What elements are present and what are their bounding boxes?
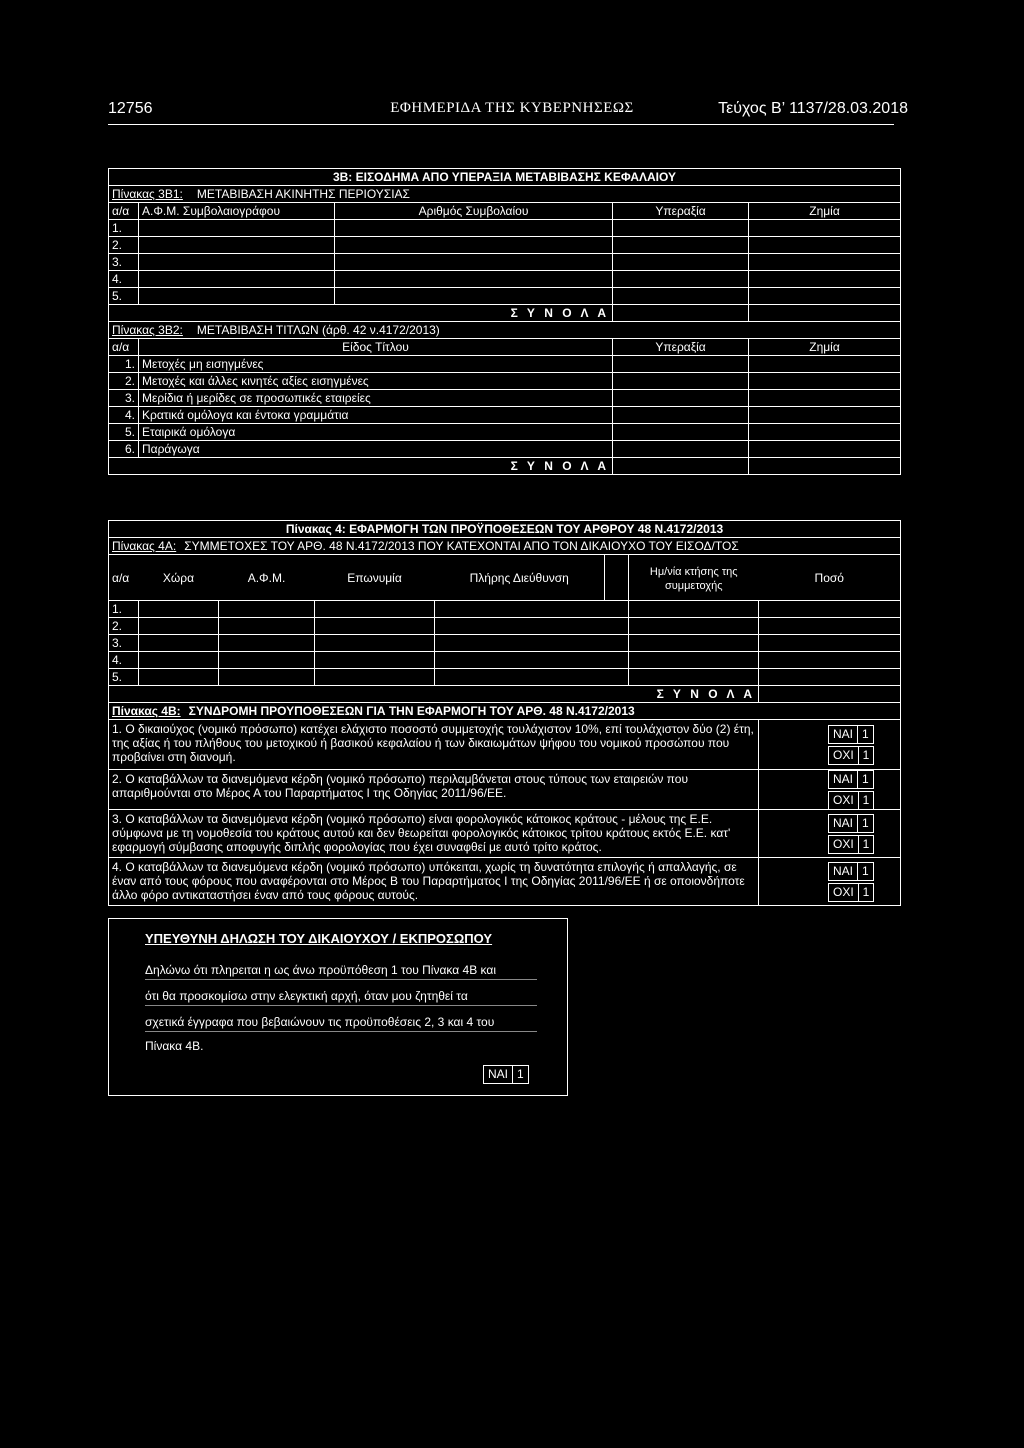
table-row	[109, 424, 901, 441]
input-cell[interactable]	[749, 390, 901, 407]
input-cell[interactable]	[613, 288, 749, 305]
input-cell[interactable]	[613, 424, 749, 441]
condition-4-text: 4. Ο καταβάλλων τα διανεμόμενα κέρδη (νομικό πρόσωπο) υπόκειται, χωρίς τη δυνατότητα επιλογής ή απαλλαγής, σε έναν από τους φόρους που αναφέρονται στο Μέρος Β του Παραρτήματος Ι της Οδηγίας 2011/96/ΕΕ ή σε οποιονδήποτε άλλο φόρο αντικαταστήσει έναν από τους φόρους αυτούς.	[109, 858, 759, 906]
table-row	[109, 220, 901, 237]
input-cell[interactable]	[629, 652, 759, 669]
table-row	[109, 601, 901, 618]
col-afm-notary: Α.Φ.Μ. Συμβολαιογράφου	[139, 203, 335, 220]
col-loss: Ζημία	[749, 203, 901, 220]
yes-code: 1	[513, 1066, 529, 1084]
col-aa: α/α	[109, 555, 139, 601]
yes-label: ΝΑΙ	[829, 770, 858, 788]
no-code: 1	[858, 835, 874, 853]
declaration-box	[108, 918, 568, 1096]
row-number: 6.	[109, 441, 139, 458]
row-number: 5.	[109, 424, 139, 441]
table-row	[109, 254, 901, 271]
condition-2-text: 2. Ο καταβάλλων τα διανεμόμενα κέρδη (νομικό πρόσωπο) περιλαμβάνεται στους τύπους των εταιρειών που απαριθμούνται στο Μέρος Α του Παραρτήματος Ι της Οδηγίας 2011/96/ΕΕ.	[109, 770, 759, 810]
input-cell[interactable]	[315, 618, 435, 635]
section-3b-title: 3Β: ΕΙΣΟΔΗΜΑ ΑΠΟ ΥΠΕΡΑΞΙΑ ΜΕΤΑΒΙΒΑΣΗΣ ΚΕΦΑΛΑΙΟΥ	[109, 169, 901, 186]
input-cell[interactable]	[139, 635, 219, 652]
yes-label: ΝΑΙ	[829, 725, 858, 743]
col-capital-gain: Υπεραξία	[613, 339, 749, 356]
table-4b-heading	[109, 703, 901, 720]
input-cell[interactable]	[139, 618, 219, 635]
declaration-yes-box[interactable]	[483, 1065, 529, 1084]
table-row	[109, 669, 901, 686]
input-cell[interactable]	[435, 652, 629, 669]
header-rule	[108, 124, 894, 125]
input-cell[interactable]	[759, 635, 901, 652]
input-cell[interactable]	[749, 271, 901, 288]
table-4b-title: ΣΥΝΔΡΟΜΗ ΠΡΟΥΠΟΘΕΣΕΩΝ ΓΙΑ ΤΗΝ ΕΦΑΡΜΟΓΗ ΤΟΥ ΑΡΘ. 48 Ν.4172/2013	[188, 704, 635, 718]
totals-label: Σ Υ Ν Ο Λ Α	[109, 458, 613, 475]
table-4a-heading	[109, 538, 901, 555]
table-row	[109, 390, 901, 407]
table-row	[109, 635, 901, 652]
input-cell[interactable]	[139, 601, 219, 618]
declaration-line-2: ότι θα προσκομίσω στην ελεγκτική αρχή, όταν μου ζητηθεί τα	[145, 989, 537, 1006]
total-capital-gain[interactable]	[613, 305, 749, 322]
input-cell[interactable]	[629, 669, 759, 686]
input-cell[interactable]	[749, 254, 901, 271]
no-label: ΟΧΙ	[829, 746, 859, 764]
input-cell[interactable]	[435, 669, 629, 686]
input-cell[interactable]	[219, 652, 315, 669]
table-row	[109, 237, 901, 254]
row-number: 1.	[109, 220, 139, 237]
condition-4-yes-box[interactable]	[828, 862, 874, 881]
input-cell[interactable]	[613, 271, 749, 288]
row-number: 4.	[109, 652, 139, 669]
yes-label: ΝΑΙ	[829, 814, 858, 832]
yes-code: 1	[858, 862, 874, 880]
table-row	[109, 618, 901, 635]
input-cell[interactable]	[613, 237, 749, 254]
no-label: ΟΧΙ	[829, 883, 859, 901]
input-cell[interactable]	[759, 652, 901, 669]
table-row	[109, 373, 901, 390]
total-amount[interactable]	[759, 686, 901, 703]
table-4a-label: Πίνακας 4Α:	[112, 539, 177, 553]
no-code: 1	[858, 791, 874, 809]
input-cell[interactable]	[749, 407, 901, 424]
table-3b1-heading	[109, 186, 901, 203]
col-afm: Α.Φ.Μ.	[219, 555, 315, 601]
title-type-label: Μερίδια ή μερίδες σε προσωπικές εταιρείες	[139, 390, 613, 407]
row-number: 3.	[109, 635, 139, 652]
condition-2-no-box[interactable]	[828, 791, 874, 810]
row-number: 2.	[109, 373, 139, 390]
row-number: 5.	[109, 669, 139, 686]
input-cell[interactable]	[315, 601, 435, 618]
condition-3-yes-box[interactable]	[828, 814, 874, 833]
row-number: 1.	[109, 356, 139, 373]
input-cell[interactable]	[613, 390, 749, 407]
row-number: 3.	[109, 390, 139, 407]
col-country: Χώρα	[139, 555, 219, 601]
table-4-title: Πίνακας 4: ΕΦΑΡΜΟΓΗ ΤΩΝ ΠΡΟΫΠΟΘΕΣΕΩΝ ΤΟΥ ΑΡΘΡΟΥ 48 Ν.4172/2013	[109, 521, 901, 538]
condition-1-no-box[interactable]	[828, 746, 874, 765]
input-cell[interactable]	[139, 652, 219, 669]
totals-label: Σ Υ Ν Ο Λ Α	[109, 686, 759, 703]
col-amount: Ποσό	[759, 555, 901, 601]
title-type-label: Παράγωγα	[139, 441, 613, 458]
input-cell[interactable]	[219, 618, 315, 635]
total-loss[interactable]	[749, 458, 901, 475]
table-3b2-title: ΜΕΤΑΒΙΒΑΣΗ ΤΙΤΛΩΝ (άρθ. 42 ν.4172/2013)	[196, 323, 440, 337]
input-cell[interactable]	[335, 271, 613, 288]
input-cell[interactable]	[613, 254, 749, 271]
input-cell[interactable]	[613, 407, 749, 424]
input-cell[interactable]	[759, 601, 901, 618]
input-cell[interactable]	[613, 441, 749, 458]
col-full-address: Πλήρης Διεύθυνση	[435, 555, 605, 601]
declaration-line-1: Δηλώνω ότι πληρειται η ως άνω προϋπόθεση 1 του Πίνακα 4Β και	[145, 963, 537, 980]
totals-row	[109, 305, 901, 322]
col-capital-gain: Υπεραξία	[613, 203, 749, 220]
table-row	[109, 271, 901, 288]
input-cell[interactable]	[435, 618, 629, 635]
condition-row	[109, 720, 901, 770]
no-label: ΟΧΙ	[829, 791, 859, 809]
input-cell[interactable]	[139, 288, 335, 305]
totals-row	[109, 458, 901, 475]
input-cell[interactable]	[613, 373, 749, 390]
col-aa: α/α	[109, 339, 139, 356]
input-cell[interactable]	[749, 288, 901, 305]
input-cell[interactable]	[629, 618, 759, 635]
row-number: 2.	[109, 618, 139, 635]
no-label: ΟΧΙ	[829, 835, 859, 853]
condition-3-no-box[interactable]	[828, 835, 874, 854]
yes-code: 1	[858, 770, 874, 788]
table-3b2-heading	[109, 322, 901, 339]
condition-row	[109, 858, 901, 906]
total-loss[interactable]	[749, 305, 901, 322]
row-number: 4.	[109, 271, 139, 288]
input-cell[interactable]	[629, 601, 759, 618]
title-type-label: Κρατικά ομόλογα και έντοκα γραμμάτια	[139, 407, 613, 424]
page-number: 12756	[108, 100, 153, 117]
input-cell[interactable]	[759, 669, 901, 686]
input-cell[interactable]	[749, 220, 901, 237]
input-cell[interactable]	[749, 424, 901, 441]
row-number: 4.	[109, 407, 139, 424]
table-3b2-label: Πίνακας 3Β2:	[112, 323, 183, 337]
col-aa: α/α	[109, 203, 139, 220]
table-4	[108, 520, 901, 906]
row-number: 3.	[109, 254, 139, 271]
table-row	[109, 407, 901, 424]
input-cell[interactable]	[749, 237, 901, 254]
table-header-row	[109, 555, 901, 601]
input-cell[interactable]	[315, 635, 435, 652]
table-row	[109, 652, 901, 669]
no-code: 1	[858, 883, 874, 901]
input-cell[interactable]	[749, 373, 901, 390]
table-row	[109, 288, 901, 305]
input-cell[interactable]	[749, 356, 901, 373]
input-cell[interactable]	[335, 220, 613, 237]
table-3b	[108, 168, 901, 475]
table-header-row	[109, 339, 901, 356]
input-cell[interactable]	[613, 356, 749, 373]
input-cell[interactable]	[335, 237, 613, 254]
input-cell[interactable]	[139, 237, 335, 254]
col-loss: Ζημία	[749, 339, 901, 356]
row-number: 2.	[109, 237, 139, 254]
declaration-title: ΥΠΕΥΘΥΝΗ ΔΗΛΩΣΗ ΤΟΥ ΔΙΚΑΙΟΥΧΟΥ / ΕΚΠΡΟΣΩΠΟΥ	[145, 931, 493, 946]
input-cell[interactable]	[139, 220, 335, 237]
input-cell[interactable]	[315, 652, 435, 669]
totals-label: Σ Υ Ν Ο Λ Α	[109, 305, 613, 322]
col-title-type: Είδος Τίτλου	[139, 339, 613, 356]
table-4a-title: ΣΥΜΜΕΤΟΧΕΣ ΤΟΥ ΑΡΘ. 48 Ν.4172/2013 ΠΟΥ ΚΑΤΕΧΟΝΤΑΙ ΑΠΟ ΤΟΝ ΔΙΚΑΙΟΥΧΟ ΤΟΥ ΕΙΣΟΔ/ΤΟΣ	[184, 539, 739, 553]
no-code: 1	[858, 746, 874, 764]
input-cell[interactable]	[315, 669, 435, 686]
yes-label: ΝΑΙ	[829, 862, 858, 880]
yes-label: ΝΑΙ	[484, 1066, 513, 1084]
title-type-label: Εταιρικά ομόλογα	[139, 424, 613, 441]
input-cell[interactable]	[759, 618, 901, 635]
title-type-label: Μετοχές και άλλες κινητές αξίες εισηγμένες	[139, 373, 613, 390]
publication-title: ΕΦΗΜΕΡΙΔΑ ΤΗΣ ΚΥΒΕΡΝΗΣΕΩΣ	[390, 100, 634, 116]
condition-4-no-box[interactable]	[828, 883, 874, 902]
condition-1-text: 1. Ο δικαιούχος (νομικό πρόσωπο) κατέχει ελάχιστο ποσοστό συμμετοχής τουλάχιστον 10%, επί τουλάχιστον δύο (2) έτη, της αξίας ή του πλήθους του μετοχικού ή βασικού κεφαλαίου ή των δικαιωμάτων ψήφου του νομικού προσώπου που προβαίνει στη διανομή.	[109, 720, 759, 770]
table-row	[109, 441, 901, 458]
declaration-line-4: Πίνακα 4Β.	[145, 1039, 204, 1053]
totals-row	[109, 686, 901, 703]
table-3b1-title: ΜΕΤΑΒΙΒΑΣΗ ΑΚΙΝΗΤΗΣ ΠΕΡΙΟΥΣΙΑΣ	[196, 187, 410, 201]
row-number: 1.	[109, 601, 139, 618]
yes-code: 1	[858, 814, 874, 832]
issue-info: Τεύχος Β’ 1137/28.03.2018	[718, 100, 908, 117]
yes-code: 1	[858, 725, 874, 743]
input-cell[interactable]	[629, 635, 759, 652]
input-cell[interactable]	[139, 669, 219, 686]
condition-2-yes-box[interactable]	[828, 770, 874, 789]
input-cell[interactable]	[335, 254, 613, 271]
condition-row	[109, 810, 901, 858]
col-name: Επωνυμία	[315, 555, 435, 601]
row-number: 5.	[109, 288, 139, 305]
col-acquisition-date: Ημ/νία κτήσης της συμμετοχής	[629, 555, 759, 601]
table-row	[109, 356, 901, 373]
input-cell[interactable]	[139, 254, 335, 271]
condition-3-text: 3. Ο καταβάλλων τα διανεμόμενα κέρδη (νομικό πρόσωπο) είναι φορολογικός κάτοικος κράτους - μέλους της Ε.Ε. σύμφωνα με τη νομοθεσία του κράτους αυτού και δεν θεωρείται φορολογικός κάτοικος τρίτου κράτους εκτός Ε.Ε. κατ' εφαρμογή σύμβασης αποφυγής διπλής φορολογίας που έχει συναφθεί με αυτό τρίτο κράτος.	[109, 810, 759, 858]
total-capital-gain[interactable]	[613, 458, 749, 475]
declaration-line-3: σχετικά έγγραφα που βεβαιώνουν τις προϋποθέσεις 2, 3 και 4 του	[145, 1015, 537, 1032]
table-3b1-label: Πίνακας 3Β1:	[112, 187, 183, 201]
input-cell[interactable]	[139, 271, 335, 288]
input-cell[interactable]	[335, 288, 613, 305]
input-cell[interactable]	[219, 601, 315, 618]
condition-1-yes-box[interactable]	[828, 725, 874, 744]
col-contract-number: Αριθμός Συμβολαίου	[335, 203, 613, 220]
input-cell[interactable]	[435, 635, 629, 652]
title-type-label: Μετοχές μη εισηγμένες	[139, 356, 613, 373]
input-cell[interactable]	[749, 441, 901, 458]
input-cell[interactable]	[219, 669, 315, 686]
input-cell[interactable]	[219, 635, 315, 652]
table-header-row	[109, 203, 901, 220]
condition-row	[109, 770, 901, 810]
col-blank	[605, 555, 629, 601]
input-cell[interactable]	[613, 220, 749, 237]
input-cell[interactable]	[435, 601, 629, 618]
table-4b-label: Πίνακας 4Β:	[112, 704, 181, 718]
